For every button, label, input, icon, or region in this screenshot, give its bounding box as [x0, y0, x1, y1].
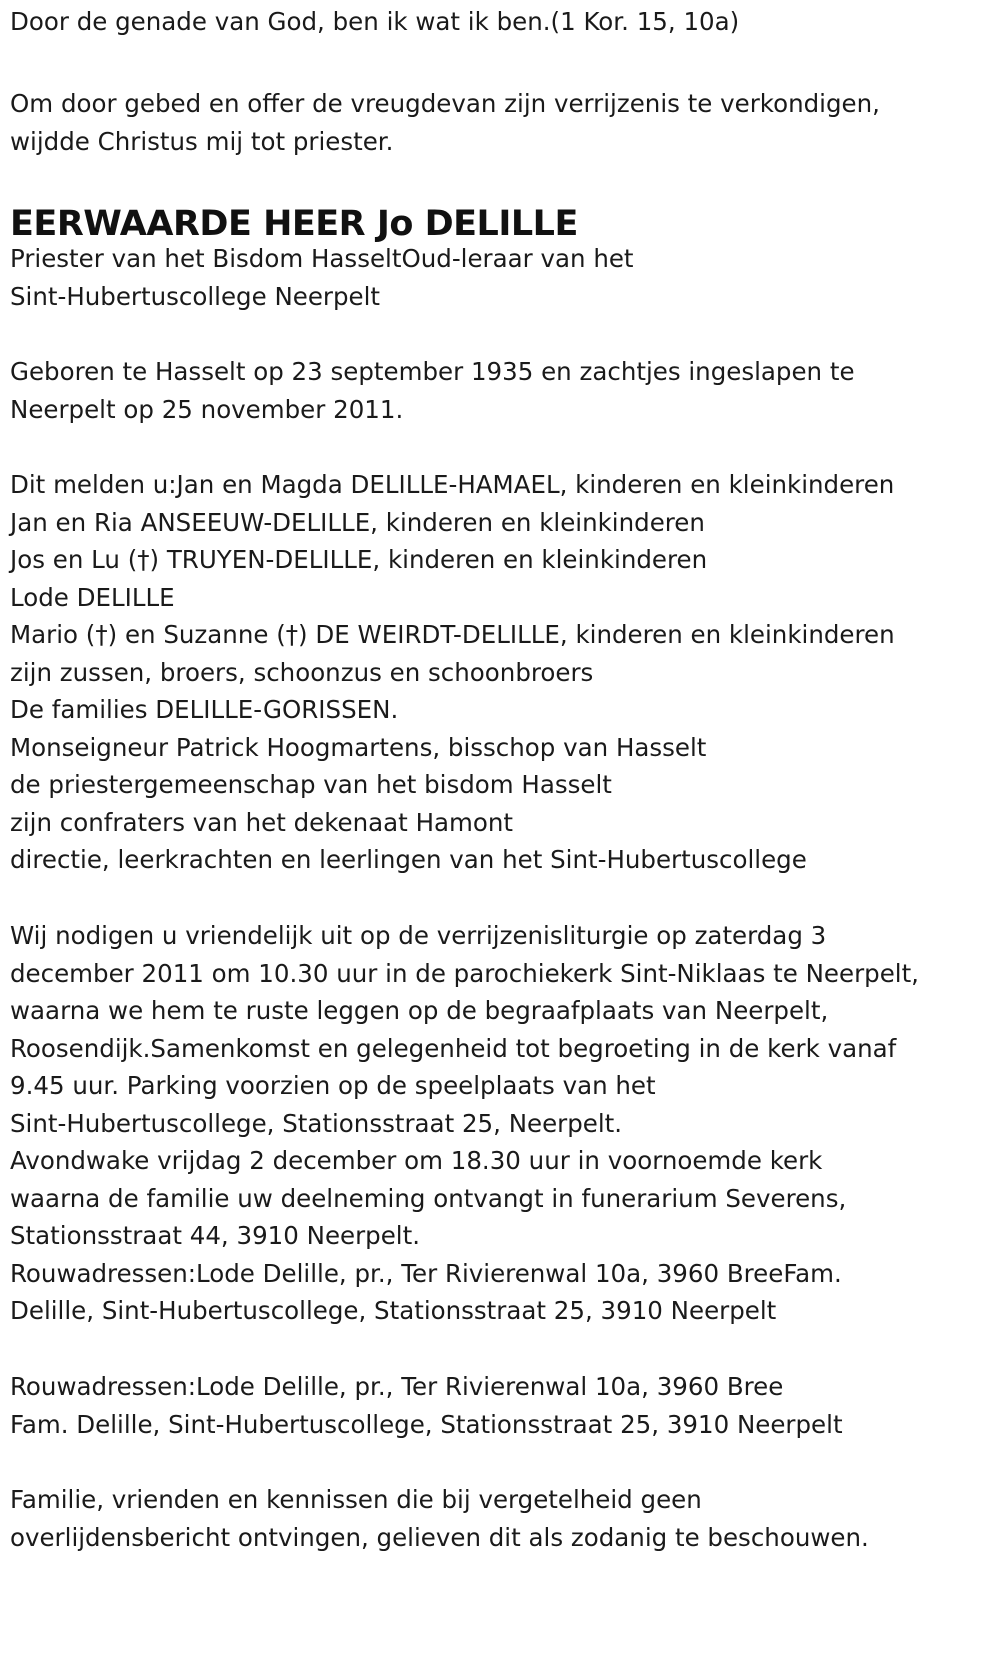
family-line: Lode DELILLE	[10, 582, 175, 612]
ceremony-line: 9.45 uur. Parking voorzien op de speelplaats van het	[10, 1071, 656, 1100]
intro-line: wijdde Christus mij tot priester.	[10, 126, 394, 156]
family-line: de priestergemeenschap van het bisdom Hasselt	[10, 770, 612, 799]
ceremony-line: Delille, Sint-Hubertuscollege, Stationsstraat 25, 3910 Neerpelt	[10, 1296, 777, 1325]
birth-death-paragraph	[10, 353, 855, 428]
ceremony-line: Avondwake vrijdag 2 december om 18.30 uur in voornoemde kerk	[10, 1146, 823, 1175]
family-line: zijn confraters van het dekenaat Hamont	[10, 807, 514, 837]
ceremony-line: Roosendijk.Samenkomst en gelegenheid tot begroeting in de kerk vanaf	[10, 1033, 897, 1063]
family-line: Jan en Ria ANSEEUW-DELILLE, kinderen en kleinkinderen	[10, 507, 705, 537]
ceremony-paragraph	[10, 917, 919, 1330]
intro-paragraph	[10, 85, 880, 160]
family-line: Monseigneur Patrick Hoogmartens, bisschop van Hasselt	[10, 732, 707, 762]
address-line: Fam. Delille, Sint-Hubertuscollege, Stationsstraat 25, 3910 Neerpelt	[10, 1409, 843, 1439]
family-line: Mario (†) en Suzanne (†) DE WEIRDT-DELILLE, kinderen en kleinkinderen	[10, 620, 895, 649]
family-line: zijn zussen, broers, schoonzus en schoonbroers	[10, 657, 594, 687]
family-line: Dit melden u:Jan en Magda DELILLE-HAMAEL, kinderen en kleinkinderen	[10, 470, 895, 499]
family-line: De families DELILLE-GORISSEN.	[10, 695, 399, 724]
ceremony-line: december 2011 om 10.30 uur in de parochiekerk Sint-Niklaas te Neerpelt,	[10, 958, 919, 988]
closing-paragraph	[10, 1481, 869, 1556]
ceremony-line: Rouwadressen:Lode Delille, pr., Ter Rivierenwal 10a, 3960 BreeFam.	[10, 1258, 842, 1288]
bible-quote	[10, 3, 739, 41]
address-line: Rouwadressen:Lode Delille, pr., Ter Rivierenwal 10a, 3960 Bree	[10, 1372, 784, 1401]
ceremony-line: Stationsstraat 44, 3910 Neerpelt.	[10, 1221, 420, 1250]
born-line: Neerpelt op 25 november 2011.	[10, 394, 404, 424]
closing-line: overlijdensbericht ontvingen, gelieven dit als zodanig te beschouwen.	[10, 1522, 869, 1552]
ceremony-line: waarna de familie uw deelneming ontvangt in funerarium Severens,	[10, 1183, 847, 1213]
family-line: Jos en Lu (†) TRUYEN-DELILLE, kinderen en kleinkinderen	[10, 545, 708, 574]
ceremony-line: Wij nodigen u vriendelijk uit op de verrijzenisliturgie op zaterdag 3	[10, 921, 827, 950]
subtitle	[10, 240, 634, 315]
family-line: directie, leerkrachten en leerlingen van het Sint-Hubertuscollege	[10, 845, 807, 874]
subtitle-line: Sint-Hubertuscollege Neerpelt	[10, 281, 381, 311]
ceremony-line: waarna we hem te ruste leggen op de begraafplaats van Neerpelt,	[10, 996, 829, 1025]
subtitle-line: Priester van het Bisdom HasseltOud-leraar van het	[10, 244, 634, 273]
page-title: EERWAARDE HEER Jo DELILLE	[10, 204, 578, 244]
quote-line: Door de genade van God, ben ik wat ik ben.(1 Kor. 15, 10a)	[10, 7, 740, 36]
family-list	[10, 466, 895, 879]
intro-line: Om door gebed en offer de vreugdevan zijn verrijzenis te verkondigen,	[10, 89, 880, 118]
born-line: Geboren te Hasselt op 23 september 1935 en zachtjes ingeslapen te	[10, 357, 855, 386]
closing-line: Familie, vrienden en kennissen die bij vergetelheid geen	[10, 1485, 702, 1514]
mourning-addresses	[10, 1368, 843, 1443]
ceremony-line: Sint-Hubertuscollege, Stationsstraat 25, Neerpelt.	[10, 1108, 623, 1138]
